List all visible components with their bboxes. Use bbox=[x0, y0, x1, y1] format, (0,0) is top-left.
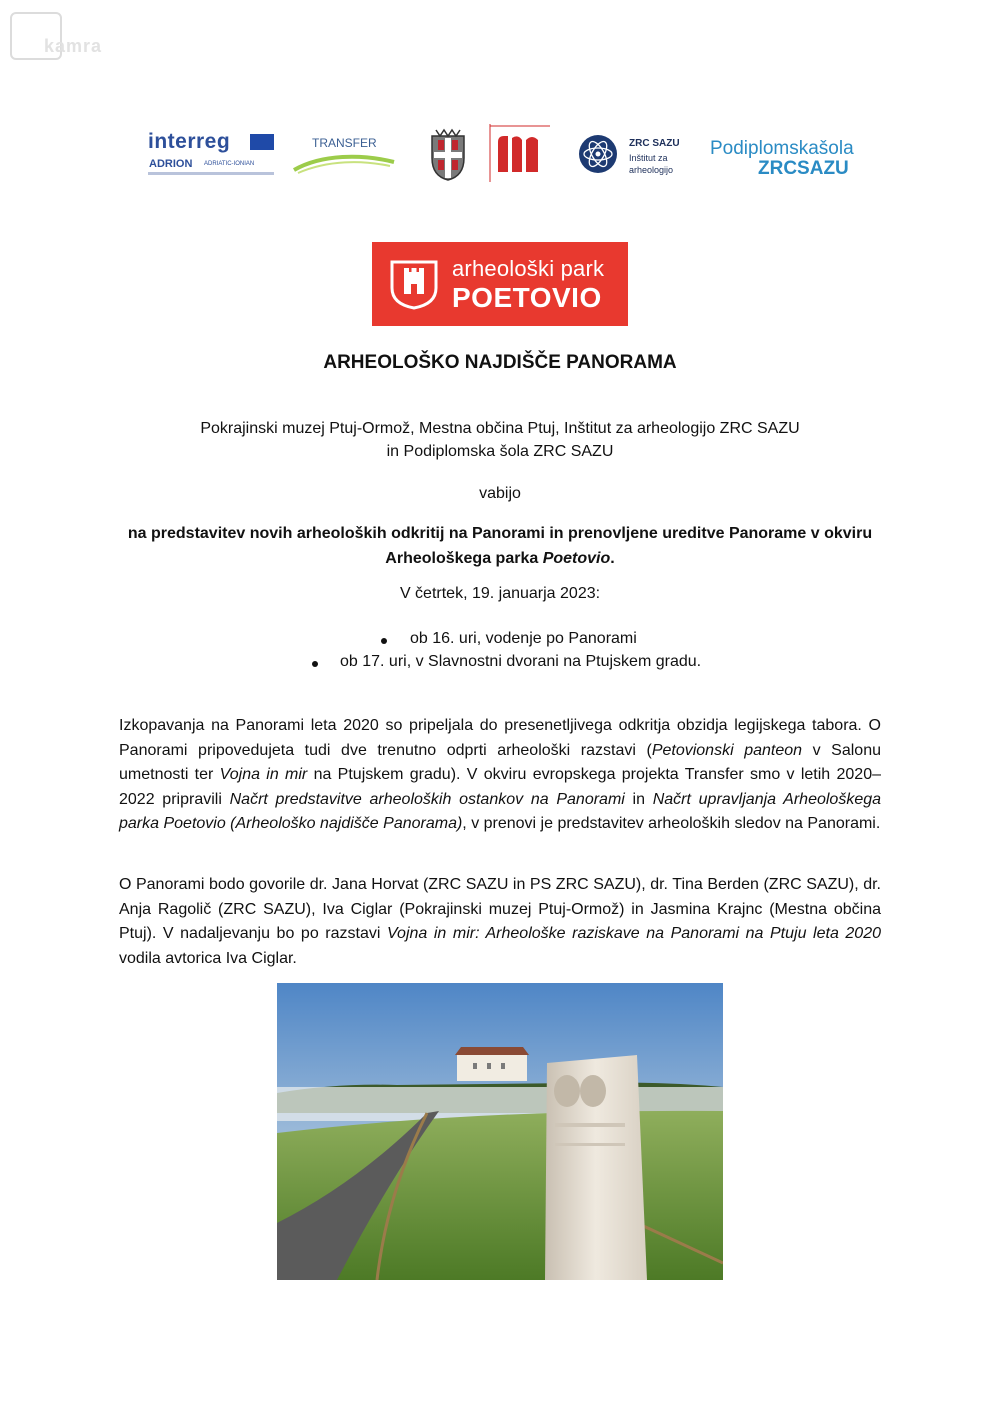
paragraph-speakers bbox=[119, 873, 881, 971]
exhibition-title: Petovionski panteon bbox=[651, 741, 803, 759]
headline-line2 bbox=[110, 546, 890, 571]
event-date: V četrtek, 19. januarja 2023: bbox=[399, 585, 601, 602]
watermark-logo bbox=[10, 10, 120, 62]
para1-text: v Salonu umetnosti ter bbox=[119, 741, 882, 783]
para1-text: Izkopavanja na Panorami leta 2020 so pripeljala do presenetljivega odkritja obzidja legijskega tabora. O Panorami pripovedujeta tudi dve trenutno odprti arheološki razstavi ( bbox=[119, 717, 881, 759]
partner-logos bbox=[0, 120, 1000, 190]
zrc-sub-line2: arheologijo bbox=[629, 165, 674, 175]
banner-line1: arheološki park bbox=[452, 256, 605, 281]
transfer-name: TRANSFER bbox=[312, 136, 377, 150]
watermark-text: kamra bbox=[44, 36, 103, 56]
hosts-line1: Pokrajinski muzej Ptuj-Ormož, Mestna občina Ptuj, Inštitut za arheologijo ZRC SAZU bbox=[200, 420, 800, 437]
transfer-swoosh-icon bbox=[292, 150, 396, 176]
crest-icon bbox=[428, 128, 468, 182]
hosts-line2: in Podiplomska šola ZRC SAZU bbox=[386, 443, 614, 460]
zrc-name: ZRC SAZU bbox=[629, 138, 680, 149]
bullet-icon bbox=[312, 661, 318, 667]
atom-icon bbox=[578, 134, 622, 178]
interreg-subtitle: ADRIATIC-IONIAN bbox=[204, 161, 255, 167]
headline-line1: na predstavitev novih arheoloških odkritij na Panorami in prenovljene ureditve Panorame v okviru bbox=[127, 525, 873, 542]
zrc-sazu-logo bbox=[578, 134, 688, 178]
para1-text: , v prenovi je predstavitev arheoloških sledov na Panorami. bbox=[462, 815, 881, 832]
banner-line2: POETOVIO bbox=[452, 282, 602, 313]
para1-text: na Ptujskem gradu). V okviru evropskega projekta Transfer smo v letih 2020–2022 pripravili bbox=[119, 766, 881, 808]
schedule-item: ob 16. uri, vodenje po Panorami bbox=[410, 630, 637, 647]
ps-line1: Podiplomskašola bbox=[710, 138, 854, 159]
interreg-fineprint bbox=[148, 172, 274, 175]
schedule-item: ob 17. uri, v Slavnostni dvorani na Ptujskem gradu. bbox=[340, 653, 702, 670]
castle-tower-icon bbox=[386, 258, 442, 312]
interreg-name: interreg bbox=[148, 130, 231, 153]
transfer-logo bbox=[292, 136, 396, 180]
headline-line2-text: Arheološkega parka bbox=[385, 550, 543, 567]
park-poetovio-banner bbox=[372, 242, 628, 326]
museum-logo bbox=[488, 124, 552, 182]
plan-title: Načrt predstavitve arheoloških ostankov na Panorami bbox=[229, 790, 625, 808]
eu-flag-icon bbox=[250, 134, 274, 150]
exhibition-title: Vojna in mir bbox=[219, 766, 308, 783]
event-headline bbox=[110, 521, 890, 571]
headline-park-name: Poetovio bbox=[542, 550, 611, 567]
hosts bbox=[0, 417, 1000, 463]
zrc-sub-line1: Inštitut za bbox=[629, 153, 668, 163]
plan-title: Načrt upravljanja Arheološkega parka Poetovio (Arheološko najdišče Panorama) bbox=[119, 790, 882, 832]
para1-text: in bbox=[624, 790, 653, 808]
exhibition-title: Vojna in mir: Arheološke raziskave na Panorami na Ptuju leta 2020 bbox=[386, 925, 881, 942]
paragraph-excavations bbox=[119, 714, 881, 837]
interreg-logo bbox=[148, 130, 278, 180]
para2-text: O Panorami bodo govorile dr. Jana Horvat (ZRC SAZU in PS ZRC SAZU), dr. Tina Berden (ZRC SAZU), dr. Anja Ragolič (ZRC SAZU), Iva Ciglar (Pokrajinski muzej Ptuj-Ormož) in Jasmina Krajnc (Mestna občina Ptuj). V nadaljevanju bo po razstavi bbox=[119, 876, 881, 942]
invite-word: vabijo bbox=[479, 485, 521, 502]
ps-line2: ZRCSAZU bbox=[758, 158, 849, 179]
zrc-subtitle bbox=[629, 152, 689, 176]
bullet-icon bbox=[381, 638, 387, 644]
podiplomska-sola-logo bbox=[710, 138, 860, 182]
headline-period: . bbox=[610, 550, 615, 567]
ptuj-crest-logo bbox=[428, 128, 468, 182]
document-title: ARHEOLOŠKO NAJDIŠČE PANORAMA bbox=[323, 352, 677, 373]
panorama-photo bbox=[277, 983, 723, 1280]
interreg-program: ADRION bbox=[149, 158, 193, 170]
para2-text: vodila avtorica Iva Ciglar. bbox=[119, 949, 297, 967]
museum-m-icon bbox=[488, 124, 552, 182]
